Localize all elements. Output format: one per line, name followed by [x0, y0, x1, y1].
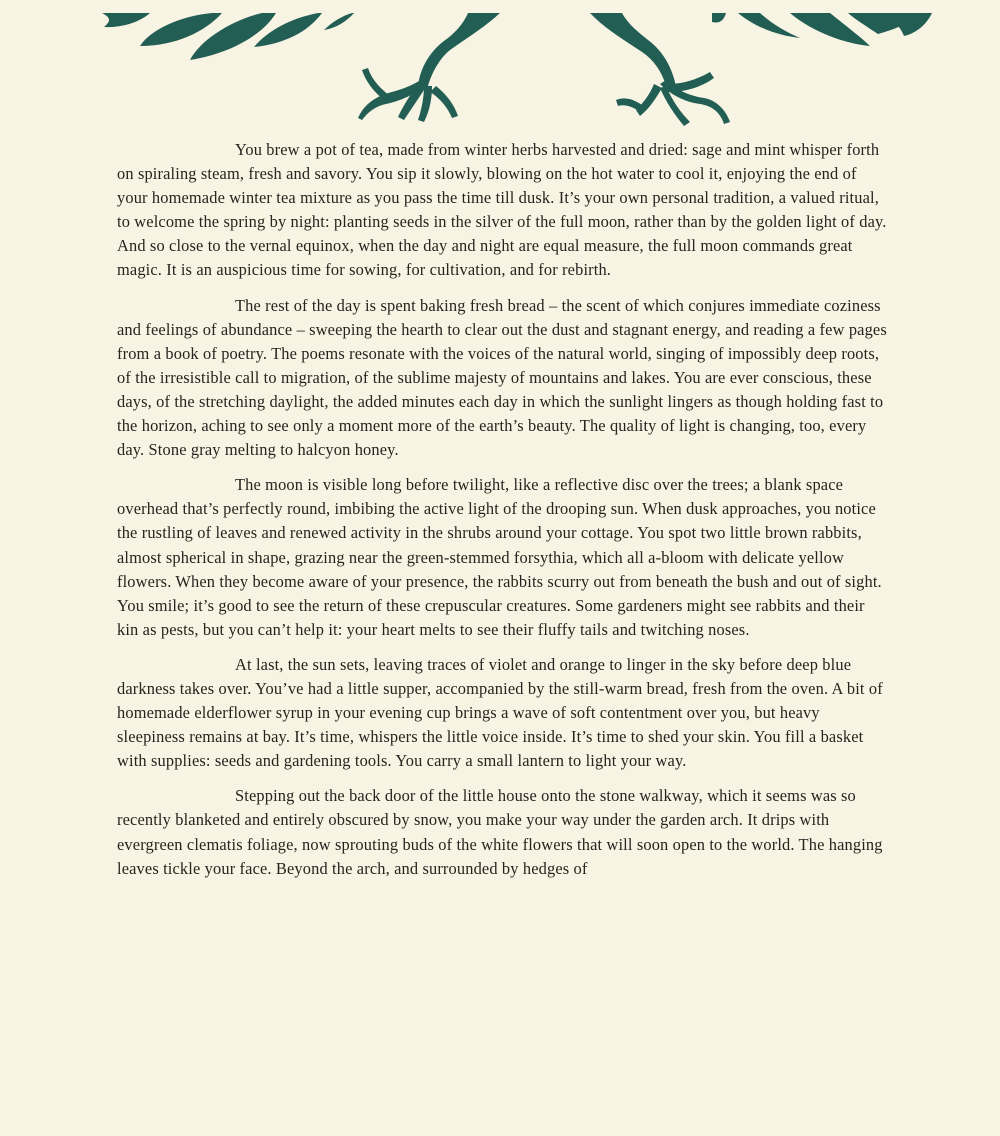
leaf-icon	[712, 13, 726, 23]
root-icon	[590, 13, 676, 86]
root-icon	[418, 13, 500, 86]
tree-roots-and-leaves-ornament-icon	[0, 0, 1000, 135]
leaf-icon	[738, 13, 800, 38]
paragraph: Stepping out the back door of the little house onto the stone walkway, which it seems was so recently blanketed and entirely obscured by snow, you make your way under the garden arch. It drips with evergreen clematis foliage, now sprouting buds of the white flowers that will soon open to the world. The hanging leaves tickle your face. Beyond the arch, and surrounded by hedges of	[117, 786, 883, 878]
leaf-icon	[102, 13, 150, 27]
paragraph: The moon is visible long before twilight, like a reflective disc over the trees; a blank space overhead that’s perfectly round, imbibing the active light of the drooping sun. When dusk approaches, you notice the rustling of leaves and renewed activity in the shrubs around your cottage. You spot two little brown rabbits, almost spherical in shape, grazing near the green-stemmed forsythia, which all a-bloom with delicate yellow flowers. When they become aware of your presence, the rabbits scurry out from beneath the bush and out of sight. You smile; it’s good to see the return of these crepuscular creatures. Some gardeners might see rabbits and their kin as pests, but you can’t help it: your heart melts to see their fluffy tails and twitching noses.	[117, 475, 882, 639]
root-icon	[362, 68, 390, 100]
leaf-icon	[324, 13, 354, 30]
paragraph: At last, the sun sets, leaving traces of violet and orange to linger in the sky before deep blue darkness takes over. You’ve had a little supper, accompanied by the still-warm bread, fresh from the oven. A bit of homemade elderflower syrup in your evening cup brings a wave of soft contentment over you, but heavy sleepiness remains at bay. It’s time, whispers the little voice inside. It’s time to shed your skin. You fill a basket with supplies: seeds and gardening tools. You carry a small lantern to light your way.	[117, 654, 883, 771]
body-text	[117, 138, 887, 892]
root-icon	[430, 86, 458, 118]
root-icon	[616, 98, 646, 112]
paragraph: The rest of the day is spent baking fresh bread – the scent of which conjures immediate coziness and feelings of abundance – sweeping the hearth to clear out the dust and stagnant energy, and reading a few pages from a book of poetry. The poems resonate with the voices of the natural world, singing of impossibly deep roots, of the irresistible call to migration, of the sublime majesty of mountains and lakes. You are ever conscious, these days, of the stretching daylight, the added minutes each day in which the sunlight lingers as though holding fast to the horizon, aching to see only a moment more of the earth’s beauty. The quality of light is changing, too, every day. Stone gray melting to halcyon honey.	[117, 295, 887, 460]
paragraph: You brew a pot of tea, made from winter herbs harvested and dried: sage and mint whisper forth on spiraling steam, fresh and savory. You sip it slowly, blowing on the hot water to cool it, enjoying the end of your homemade winter tea mixture as you pass the time till dusk. It’s your own personal tradition, a valued ritual, to welcome the spring by night: planting seeds in the silver of the full moon, rather than by the golden light of day. And so close to the vernal equinox, when the day and night are equal measure, the full moon commands great magic. It is an auspicious time for sowing, for cultivation, and for rebirth.	[117, 140, 887, 280]
